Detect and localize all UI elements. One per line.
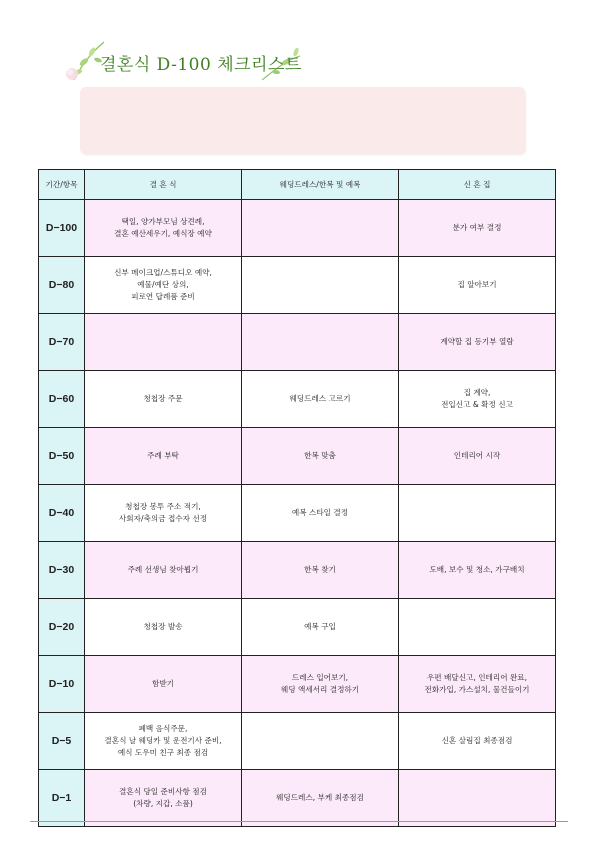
cell-text: 청첩장 봉투 주소 적기, bbox=[125, 502, 201, 512]
cell-text: 폐백 음식주문, bbox=[138, 724, 188, 734]
cell-text: 한복 맞춤 bbox=[304, 451, 336, 461]
period-cell: D−1 bbox=[39, 770, 85, 827]
cell-text: 청첩장 발송 bbox=[143, 622, 183, 632]
cell-text: 함받기 bbox=[151, 679, 174, 689]
period-cell: D−10 bbox=[39, 656, 85, 713]
cell-text: 계약할 집 등기부 열람 bbox=[440, 337, 514, 347]
dress-cell bbox=[242, 485, 399, 542]
home-cell bbox=[399, 314, 556, 371]
wedding-cell bbox=[85, 200, 242, 257]
period-cell: D−5 bbox=[39, 713, 85, 770]
cell-text: 도배, 보수 및 청소, 가구배치 bbox=[429, 565, 525, 575]
table-row bbox=[39, 314, 556, 371]
cell-text: 전화가입, 가스설치, 물건들이기 bbox=[424, 685, 530, 694]
table-body bbox=[39, 200, 556, 827]
checklist-table bbox=[38, 169, 556, 827]
wedding-cell bbox=[85, 599, 242, 656]
table-row bbox=[39, 200, 556, 257]
wedding-cell bbox=[85, 713, 242, 770]
home-cell bbox=[399, 485, 556, 542]
column-header-period: 기간/항목 bbox=[39, 170, 85, 200]
cell-text: 한복 찾기 bbox=[304, 565, 336, 575]
period-cell: D−70 bbox=[39, 314, 85, 371]
cell-text: 피로연 답례품 준비 bbox=[131, 291, 195, 301]
table-row bbox=[39, 428, 556, 485]
dress-cell bbox=[242, 257, 399, 314]
period-cell: D−80 bbox=[39, 257, 85, 314]
wedding-cell bbox=[85, 257, 242, 314]
wedding-cell bbox=[85, 770, 242, 827]
wedding-cell bbox=[85, 485, 242, 542]
period-cell: D−20 bbox=[39, 599, 85, 656]
wedding-cell bbox=[85, 656, 242, 713]
home-cell bbox=[399, 200, 556, 257]
wedding-cell bbox=[85, 542, 242, 599]
cell-text: 신부 메이크업/스튜디오 예약, bbox=[114, 268, 212, 278]
cell-text: 결혼식 당일 준비사항 점검 bbox=[119, 787, 207, 797]
cell-text: 결혼식 날 웨딩카 및 운전기사 준비, bbox=[104, 736, 222, 746]
column-header-dress: 웨딩드레스/한복 및 예복 bbox=[242, 170, 399, 200]
cell-text: (차량, 지갑, 소품) bbox=[133, 799, 193, 808]
cell-text: 우편 배달신고, 인테리어 완료, bbox=[426, 673, 528, 683]
table-row bbox=[39, 371, 556, 428]
period-cell: D−30 bbox=[39, 542, 85, 599]
wedding-cell bbox=[85, 314, 242, 371]
dress-cell bbox=[242, 314, 399, 371]
cell-text: 예식 도우미 친구 최종 점검 bbox=[117, 747, 209, 757]
cell-text: 웨딩드레스 고르기 bbox=[289, 394, 351, 404]
home-cell bbox=[399, 599, 556, 656]
cell-text: 분가 여부 결정 bbox=[452, 223, 502, 233]
cell-text: 사회자/축의금 접수자 선정 bbox=[118, 514, 208, 523]
table-row bbox=[39, 770, 556, 827]
title-header bbox=[62, 34, 322, 84]
table-row bbox=[39, 542, 556, 599]
table-row bbox=[39, 656, 556, 713]
page-title: 결혼식 D-100 체크리스트 bbox=[100, 55, 302, 75]
cell-text: 예복 구입 bbox=[304, 622, 336, 632]
home-cell bbox=[399, 656, 556, 713]
table-row bbox=[39, 599, 556, 656]
home-cell bbox=[399, 371, 556, 428]
cell-text: 예복 스타일 결정 bbox=[291, 508, 349, 518]
table-header-row bbox=[39, 170, 556, 200]
cell-text: 집 계약, bbox=[463, 388, 491, 398]
footer-divider bbox=[30, 821, 568, 822]
dress-cell bbox=[242, 428, 399, 485]
cell-text: 드레스 입어보기, bbox=[291, 673, 349, 683]
period-cell: D−100 bbox=[39, 200, 85, 257]
cell-text: 인테리어 시작 bbox=[453, 451, 501, 461]
dress-cell bbox=[242, 371, 399, 428]
cell-text: 택일, 양가부모님 상견례, bbox=[121, 217, 205, 227]
table-row bbox=[39, 257, 556, 314]
dress-cell bbox=[242, 599, 399, 656]
wedding-cell bbox=[85, 428, 242, 485]
cell-text: 청첩장 주문 bbox=[143, 394, 183, 404]
memo-box bbox=[80, 87, 525, 154]
table-row bbox=[39, 713, 556, 770]
cell-text: 예물/예단 상의, bbox=[137, 280, 189, 290]
period-cell: D−50 bbox=[39, 428, 85, 485]
wedding-cell bbox=[85, 371, 242, 428]
home-cell bbox=[399, 542, 556, 599]
dress-cell bbox=[242, 656, 399, 713]
period-cell: D−40 bbox=[39, 485, 85, 542]
cell-text: 전입신고 & 확정 신고 bbox=[441, 400, 513, 409]
home-cell bbox=[399, 428, 556, 485]
column-header-wedding: 결 혼 식 bbox=[85, 170, 242, 200]
cell-text: 주례 부탁 bbox=[147, 451, 179, 461]
home-cell bbox=[399, 257, 556, 314]
home-cell bbox=[399, 713, 556, 770]
home-cell bbox=[399, 770, 556, 827]
cell-text: 웨딩 액세서리 결정하기 bbox=[280, 685, 360, 694]
cell-text: 집 알아보기 bbox=[457, 280, 497, 290]
column-header-home: 신 혼 집 bbox=[399, 170, 556, 200]
table-row bbox=[39, 485, 556, 542]
cell-text: 신혼 살림집 최종점검 bbox=[441, 736, 513, 746]
dress-cell bbox=[242, 542, 399, 599]
dress-cell bbox=[242, 713, 399, 770]
cell-text: 웨딩드레스, 부케 최종점검 bbox=[276, 793, 364, 803]
cell-text: 결혼 예산세우기, 예식장 예약 bbox=[114, 229, 212, 238]
cell-text: 주례 선생님 찾아뵙기 bbox=[127, 565, 199, 575]
period-cell: D−60 bbox=[39, 371, 85, 428]
dress-cell bbox=[242, 200, 399, 257]
dress-cell bbox=[242, 770, 399, 827]
